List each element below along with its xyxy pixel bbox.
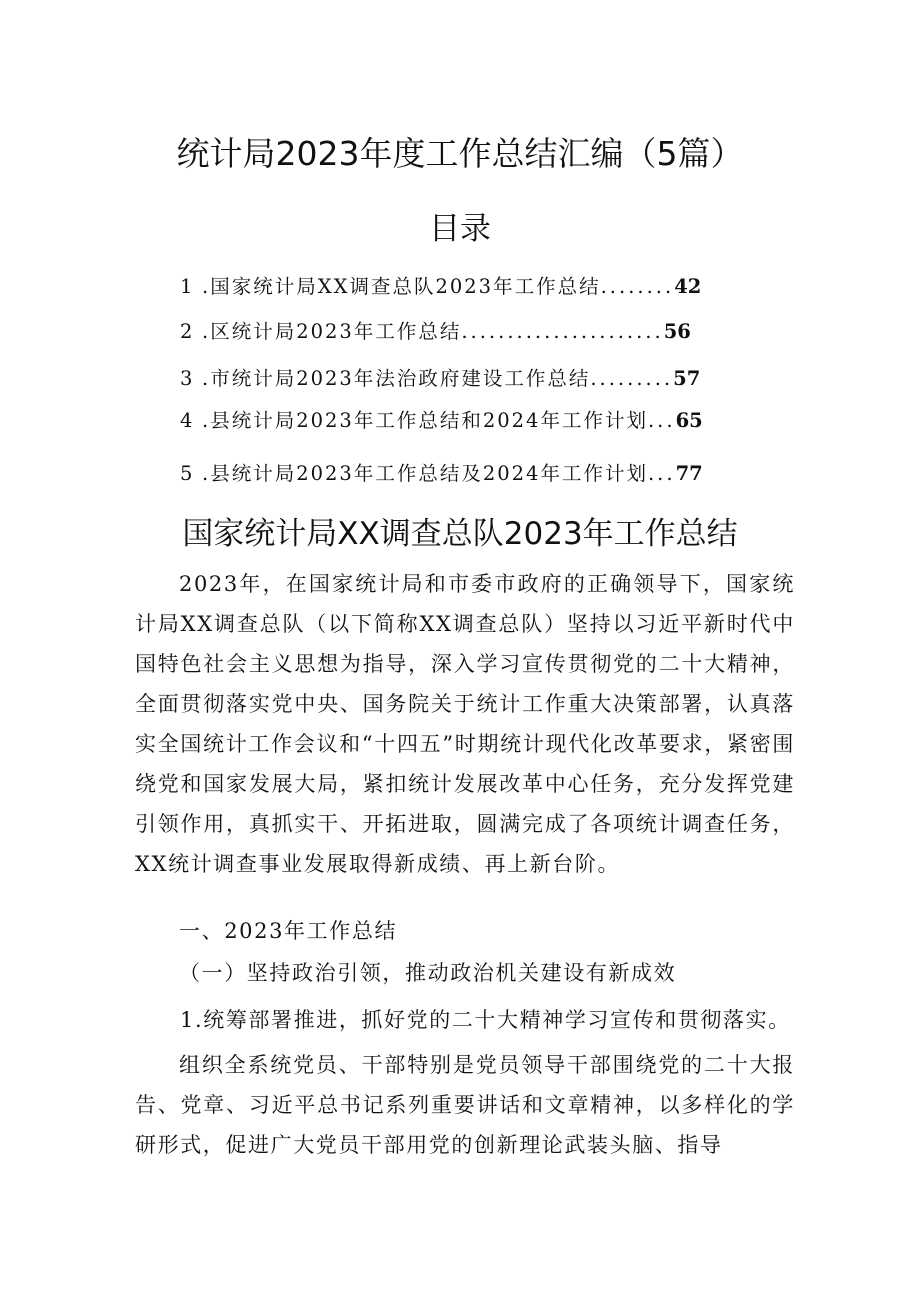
toc-item-text: .市统计局2023年法治政府建设工作总结 — [202, 367, 591, 390]
toc-item-2[interactable] — [180, 317, 691, 347]
toc-item-leader: ...................... — [461, 320, 664, 343]
toc-item-text: .县统计局2023年工作总结和2024年工作计划 — [202, 409, 648, 432]
toc-item-page: 57 — [673, 367, 701, 390]
toc-item-page: 56 — [663, 320, 691, 343]
document-title: 统计局2023年度工作总结汇编（5篇） — [176, 134, 744, 173]
toc-heading: 目录 — [429, 211, 491, 247]
body-paragraph-intro: 2023年，在国家统计局和市委市政府的正确领导下，国家统计局XX调查总队（以下简称XX调查总队）坚持以习近平新时代中国特色社会主义思想为指导，深入学习宣传贯彻党的二十大精神，全面贯彻落实党中央、国务院关于统计工作重大决策部署，认真落实全国统计工作会议和“十四五”时期统计现代化改革要求，紧密围绕党和国家发展大局，紧扣统计发展改革中心任务，充分发挥党建引领作用，真抓实干、开拓进取，圆满完成了各项统计调查任务，XX统计调查事业发展取得新成绩、再上新台阶。 — [135, 572, 795, 876]
toc-item-leader: ........ — [600, 275, 675, 298]
toc-item-4[interactable] — [180, 406, 703, 436]
toc-item-leader: ... — [647, 462, 676, 485]
section-heading-level2: （一）坚持政治引领，推动政治机关建设有新成效 — [179, 961, 677, 985]
toc-item-page: 42 — [674, 275, 702, 298]
toc-item-number: 1 — [180, 275, 193, 298]
toc-item-number: 5 — [180, 462, 193, 485]
section-heading-level3: 1.统筹部署推进，抓好党的二十大精神学习宣传和贯彻落实。 — [180, 1008, 791, 1032]
toc-item-5[interactable] — [180, 459, 703, 489]
toc-item-1[interactable] — [180, 272, 701, 302]
toc-item-page: 77 — [675, 462, 703, 485]
article-title: 国家统计局XX调查总队2023年工作总结 — [182, 516, 738, 552]
toc-item-page: 65 — [675, 409, 703, 432]
toc-item-text: .国家统计局XX调查总队2023年工作总结 — [202, 275, 601, 298]
toc-item-3[interactable] — [180, 364, 700, 394]
section-heading-level1: 一、2023年工作总结 — [179, 919, 398, 943]
toc-item-text: .县统计局2023年工作总结及2024年工作计划 — [202, 462, 648, 485]
toc-item-number: 3 — [180, 367, 193, 390]
toc-item-text: .区统计局2023年工作总结 — [202, 320, 462, 343]
body-paragraph-study: 组织全系统党员、干部特别是党员领导干部围绕党的二十大报告、党章、习近平总书记系列重要讲话和文章精神，以多样化的学研形式，促进广大党员干部用党的创新理论武装头脑、指导 — [135, 1053, 795, 1157]
toc-item-number: 4 — [180, 409, 193, 432]
toc-item-leader: ......... — [590, 367, 674, 390]
toc-item-number: 2 — [180, 320, 193, 343]
toc-item-leader: ... — [647, 409, 676, 432]
